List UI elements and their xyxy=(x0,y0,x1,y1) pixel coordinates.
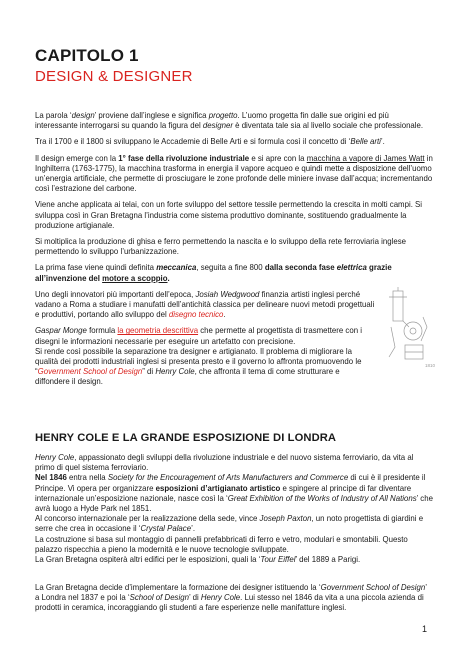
paragraph-formazione: La Gran Bretagna decide d’implementare la formazione dei designer istituendo la ‘Government School of Design’ a Londra nel 1837 e poi la ‘School of Design’ di Henry Cole. Lui stesso nel 1846 da vita a una piccola azienda di prodotti in ceramica, incoraggiando gli studenti a fare esperienze nelle manifatture inglesi. xyxy=(35,583,427,613)
paragraph-wedgwood: Uno degli innovatori più importanti dell’epoca, Josiah Wedgwood finanzia artisti inglesi perché vadano a Roma a studiare i manufatti dell’antichità classica per delineare nuovi metodi progettuali e produttivi, portando allo sviluppo del disegno tecnico. xyxy=(35,289,375,320)
paragraph-design-origin: La parola ‘design’ proviene dall’inglese e significa progetto. L’uomo progetta fin dalle sue origini ed più interessante interrogarsi su quando la figura del designer è diventata tale sia al livello sociale che professionale. xyxy=(35,111,424,131)
paragraph-belle-arti: Tra il 1700 e il 1800 si sviluppano le Accademie di Belle Arti e si formula così il concetto di ‘Belle arti’. xyxy=(35,137,385,147)
link-macchina-vapore[interactable]: macchina a vapore di James Watt xyxy=(306,153,425,163)
chapter-title: CAPITOLO 1 xyxy=(35,46,139,65)
paragraph-fasi: La prima fase viene quindi definita meccanica, seguita a fine 800 dalla seconda fase elettrica grazie all’invenzione del motore a scoppio. xyxy=(35,263,392,283)
engine-sketch-image xyxy=(383,287,435,369)
link-geometria-descrittiva[interactable]: la geometria descrittiva xyxy=(117,326,199,336)
paragraph-henry-cole: Henry Cole, appassionato degli sviluppi della rivoluzione industriale e del nuovo sistema ferroviario, da vita al primo di quel sistema ferroviario. Nel 1846 entra nella Society for the Encouragement of Arts Manufacturers and Commerce di cui è il presidente il Principe. Vi opera per organizzare esposizioni d’artigianato artistico e spingere al principe di far diventare internazionale un’esposizione nazionale, nasce così la ‘Great Exhibition of the Works of Industry of All Nations’ che avrà luogo a Hyde Park nel 1851. Al concorso internazionale per la realizzazione della sede, vince Joseph Paxton, un noto progettista di giardini e serre che crea in occasione il ‘Crystal Palace’. La costruzione si basa sul montaggio di pannelli prefabbricati di ferro e vetro, modulari e smontabili. Questo palazzo rispecchia a pieno la modernità e le nuove tecnologie sviluppate. La Gran Bretagna ospiterà altri edifici per le esposizioni, quali la ‘Tour Eiffel’ del 1889 a Parigi. xyxy=(35,453,433,565)
final-body xyxy=(35,583,433,614)
section-title: HENRY COLE E LA GRANDE ESPOSIZIONE DI LONDRA xyxy=(35,432,337,444)
paragraph-rivoluzione-industriale: Il design emerge con la 1° fase della rivoluzione industriale e si apre con la macchina a vapore di James Watt in Inghilterra (1763-1775), la macchina trasforma in energia il vapore acqueo e quindi mette a disposizione dell’uomo un’energia artificiale, che permette di prosciugare le zone profonde delle miniere invase dall’acqua; incrementando così l’estrazione del carbone. xyxy=(35,153,433,194)
paragraph-telai: Viene anche applicata ai telai, con un forte sviluppo del settore tessile permettendo la crescita in molti campi. Si sviluppa così in Gran Bretagna l’industria come sistema produttivo dominante, sostituendo gradualmente la produzione artigianale. xyxy=(35,200,423,230)
paragraph-monge: Gaspar Monge formula la geometria descrittiva che permette al progettista di trasmettere con i disegni le informazioni necessarie per eseguire un artefatto con precisione. Si rende così possibile la separazione tra designer e artigianato. Il problema di migliorare la qualità dei prodotti industriali inglesi si presenta presto e il governo lo affronta promuovendo le “Government School of Design” di Henry Cole, che affronta il tema di come strutturare e diffondere il design. xyxy=(35,326,362,387)
intro-body xyxy=(35,111,433,388)
page-number: 1 xyxy=(422,624,428,634)
paragraph-ghisa-ferro: Si moltiplica la produzione di ghisa e ferro permettendo la nascita e lo sviluppo della rete ferroviaria inglese permettendo lo sviluppo l’urbanizzazione. xyxy=(35,237,407,257)
sketch-caption: 1810 xyxy=(425,363,435,368)
red-term-government-school: Government School of Design xyxy=(37,367,143,377)
red-term-disegno-tecnico: disegno tecnico xyxy=(168,310,224,320)
link-motore-scoppio[interactable]: motore a scoppio xyxy=(102,273,168,283)
chapter-subtitle: DESIGN & DESIGNER xyxy=(35,68,193,85)
section-body xyxy=(35,453,433,565)
